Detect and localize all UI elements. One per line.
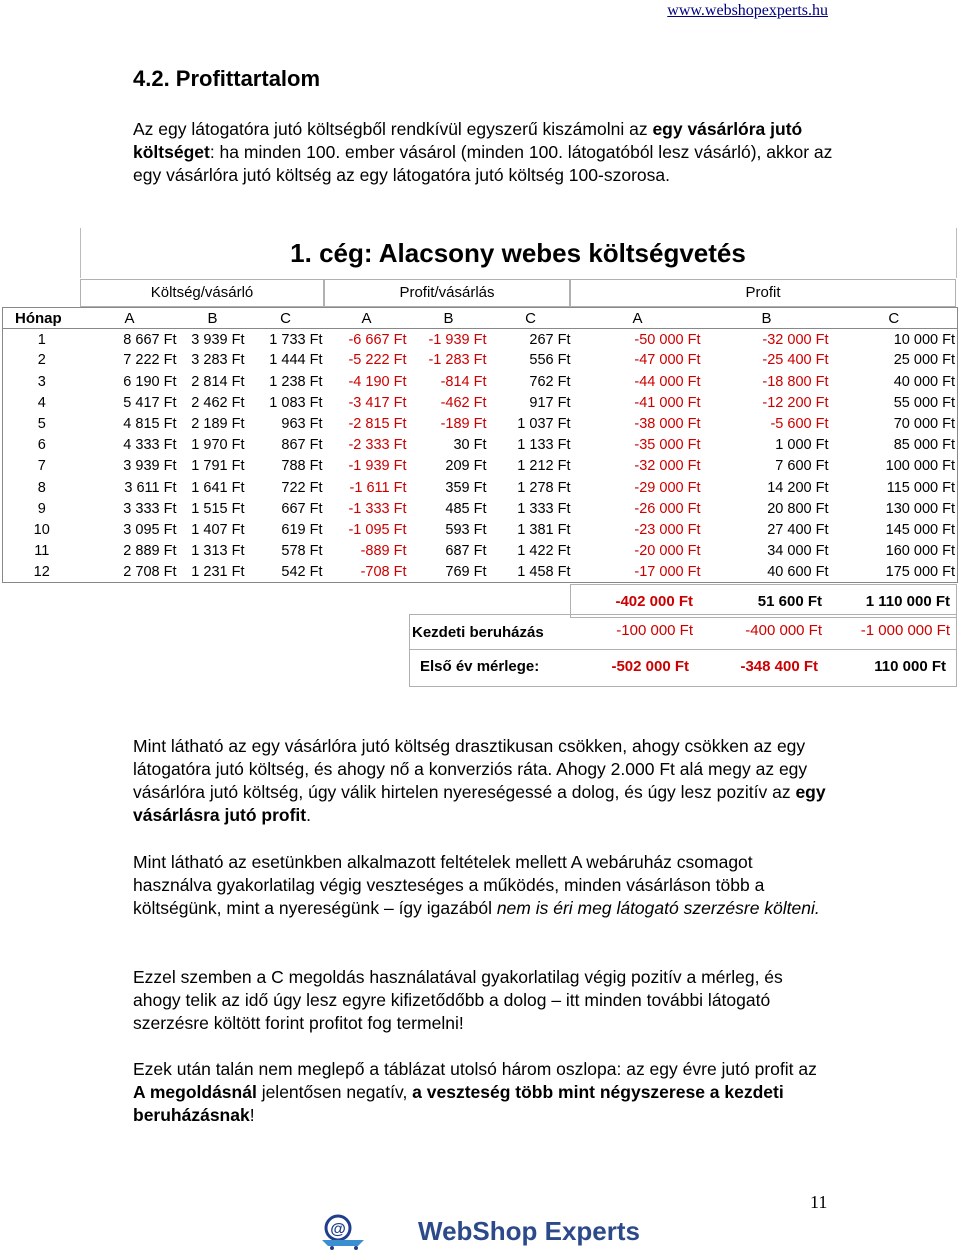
- value-cell: 578 Ft: [281, 543, 323, 560]
- column-header-a: A: [632, 309, 643, 327]
- value-cell: -6 667 Ft: [348, 331, 407, 348]
- balance-a: -502 000 Ft: [611, 658, 689, 675]
- value-cell: 7 600 Ft: [775, 458, 829, 475]
- p3-italic: nem is éri meg látogató szerzésre költeni.: [496, 898, 820, 918]
- p2-text-2: .: [306, 805, 311, 825]
- value-cell: 1 970 Ft: [191, 437, 245, 454]
- table-frame-right: [956, 228, 957, 278]
- intro-bold: egy vásárlóra jutó költséget: [133, 119, 803, 162]
- value-cell: 5 417 Ft: [123, 394, 177, 411]
- p5-text-1: Ezek után talán nem meglepő a táblázat utolsó három oszlopa: az egy évre jutó profit az: [133, 1059, 817, 1079]
- table-row: [3, 413, 958, 434]
- month-cell: 8: [3, 477, 81, 498]
- value-cell: 3 611 Ft: [124, 479, 177, 496]
- group-header-cost: Költség/vásárló: [80, 279, 324, 307]
- value-cell: 2 189 Ft: [191, 416, 245, 433]
- month-cell: 5: [3, 413, 81, 434]
- balance-b: -348 400 Ft: [740, 658, 818, 675]
- value-cell: 788 Ft: [281, 458, 323, 475]
- value-cell: 963 Ft: [281, 416, 323, 433]
- value-cell: 1 515 Ft: [191, 500, 245, 517]
- value-cell: 115 000 Ft: [831, 477, 958, 498]
- value-cell: -2 333 Ft: [348, 437, 407, 454]
- table-row: [3, 477, 958, 498]
- table-row: [3, 519, 958, 540]
- value-cell: 8 667 Ft: [123, 331, 177, 348]
- value-cell: 593 Ft: [445, 521, 487, 538]
- value-cell: 267 Ft: [529, 331, 571, 348]
- column-header-b: B: [207, 309, 218, 327]
- value-cell: -2 815 Ft: [348, 416, 407, 433]
- value-cell: 10 000 Ft: [831, 329, 958, 350]
- value-cell: 3 939 Ft: [123, 458, 177, 475]
- column-header-a: A: [124, 309, 135, 327]
- table-body: [3, 329, 958, 583]
- value-cell: 722 Ft: [281, 479, 323, 496]
- value-cell: 1 278 Ft: [517, 479, 571, 496]
- value-cell: -1 333 Ft: [348, 500, 407, 517]
- value-cell: -47 000 Ft: [634, 352, 701, 369]
- value-cell: 40 000 Ft: [831, 371, 958, 392]
- p5-bold-2: a veszteség több mint négyszerese a kezdeti beruházásnak: [133, 1082, 784, 1125]
- value-cell: -814 Ft: [440, 373, 487, 390]
- investment-a: -100 000 Ft: [616, 622, 693, 639]
- month-cell: 4: [3, 392, 81, 413]
- value-cell: 1 381 Ft: [517, 521, 571, 538]
- value-cell: 1 791 Ft: [191, 458, 245, 475]
- total-a: -402 000 Ft: [615, 593, 693, 610]
- value-cell: -12 200 Ft: [762, 394, 829, 411]
- paragraph-5: [133, 1058, 833, 1127]
- value-cell: 145 000 Ft: [831, 519, 958, 540]
- value-cell: 485 Ft: [445, 500, 487, 517]
- investment-label: Kezdeti beruházás: [412, 624, 544, 641]
- table-row: [3, 498, 958, 519]
- p2-bold: egy vásárlásra jutó profit: [133, 782, 826, 825]
- value-cell: 1 458 Ft: [489, 562, 573, 583]
- value-cell: -35 000 Ft: [634, 437, 701, 454]
- value-cell: 542 Ft: [247, 562, 325, 583]
- total-b: 51 600 Ft: [757, 593, 822, 610]
- value-cell: 85 000 Ft: [831, 435, 958, 456]
- group-header-profit: Profit: [570, 279, 956, 307]
- column-header-b: B: [443, 309, 454, 327]
- table-row: [3, 329, 958, 350]
- value-cell: 1 313 Ft: [191, 543, 245, 560]
- month-cell: 6: [3, 435, 81, 456]
- value-cell: -5 222 Ft: [348, 352, 407, 369]
- value-cell: 1 133 Ft: [517, 437, 571, 454]
- paragraph-2: [133, 735, 833, 827]
- month-cell: 11: [3, 541, 81, 562]
- value-cell: -17 000 Ft: [573, 562, 703, 583]
- value-cell: -1 283 Ft: [428, 352, 487, 369]
- value-cell: -20 000 Ft: [634, 543, 701, 560]
- value-cell: -26 000 Ft: [634, 500, 701, 517]
- value-cell: 55 000 Ft: [831, 392, 958, 413]
- value-cell: -889 Ft: [360, 543, 407, 560]
- logo-text: WebShop Experts: [418, 1216, 641, 1246]
- month-cell: 2: [3, 350, 81, 371]
- value-cell: 1 083 Ft: [269, 394, 323, 411]
- header-website-link[interactable]: www.webshopexperts.hu: [667, 2, 828, 19]
- value-cell: 4 333 Ft: [123, 437, 177, 454]
- value-cell: 40 600 Ft: [703, 562, 831, 583]
- p3-text-1: Mint látható az esetünkben alkalmazott feltételek mellett A webáruház csomagot használva gyakorlatilag végig veszteséges a működés, minden vásárláson több a költségünk, mint a nyereségünk – így igazából: [133, 852, 765, 918]
- value-cell: -50 000 Ft: [634, 331, 701, 348]
- value-cell: -23 000 Ft: [634, 521, 701, 538]
- total-c: 1 110 000 Ft: [865, 593, 950, 610]
- column-header-c: C: [525, 309, 536, 327]
- value-cell: 100 000 Ft: [831, 456, 958, 477]
- intro-text-2: : ha minden 100. ember vásárol (minden 100. látogatóból lesz vásárló), akkor az egy vásárlóra jutó költség az egy látogatóra jutó költség 100-szorosa.: [133, 142, 833, 185]
- month-cell: 9: [3, 498, 81, 519]
- value-cell: 1 422 Ft: [517, 543, 571, 560]
- month-cell: 3: [3, 371, 81, 392]
- value-cell: 1 000 Ft: [775, 437, 829, 454]
- value-cell: 34 000 Ft: [767, 543, 829, 560]
- value-cell: 3 939 Ft: [191, 331, 245, 348]
- value-cell: 667 Ft: [281, 500, 323, 517]
- value-cell: 556 Ft: [529, 352, 571, 369]
- value-cell: 3 333 Ft: [123, 500, 177, 517]
- value-cell: 70 000 Ft: [831, 413, 958, 434]
- value-cell: 3 283 Ft: [191, 352, 245, 369]
- month-cell: 12: [3, 562, 81, 583]
- month-cell: 10: [3, 519, 81, 540]
- value-cell: 1 238 Ft: [269, 373, 323, 390]
- webshop-experts-logo: [318, 1210, 658, 1250]
- column-header-c: C: [831, 308, 958, 329]
- cart-at-icon: [322, 1216, 364, 1250]
- table-row: [3, 350, 958, 371]
- value-cell: 2 889 Ft: [123, 543, 177, 560]
- value-cell: 1 333 Ft: [517, 500, 571, 517]
- value-cell: 6 190 Ft: [123, 373, 177, 390]
- value-cell: 2 708 Ft: [81, 562, 179, 583]
- value-cell: 25 000 Ft: [831, 350, 958, 371]
- value-cell: 359 Ft: [445, 479, 487, 496]
- value-cell: 1 641 Ft: [191, 479, 245, 496]
- value-cell: -1 939 Ft: [428, 331, 487, 348]
- value-cell: -32 000 Ft: [762, 331, 829, 348]
- paragraph-3: [133, 851, 833, 920]
- table-row: [3, 371, 958, 392]
- value-cell: 1 037 Ft: [517, 416, 571, 433]
- value-cell: 917 Ft: [529, 394, 571, 411]
- svg-text:@: @: [330, 1221, 346, 1238]
- balance-label: Első év mérlege:: [420, 658, 540, 675]
- value-cell: -4 190 Ft: [348, 373, 407, 390]
- value-cell: 762 Ft: [529, 373, 571, 390]
- value-cell: -3 417 Ft: [348, 394, 407, 411]
- value-cell: 7 222 Ft: [123, 352, 177, 369]
- table-row: [3, 435, 958, 456]
- column-header-row: [3, 308, 958, 329]
- value-cell: 769 Ft: [409, 562, 489, 583]
- table-title: 1. cég: Alacsony webes költségvetés: [290, 238, 746, 268]
- value-cell: 30 Ft: [453, 437, 487, 454]
- paragraph-4: [133, 966, 833, 1035]
- table-row: [3, 392, 958, 413]
- value-cell: -38 000 Ft: [634, 416, 701, 433]
- value-cell: 1 444 Ft: [269, 352, 323, 369]
- value-cell: 1 212 Ft: [517, 458, 571, 475]
- p5-text-3: !: [249, 1105, 255, 1125]
- value-cell: 209 Ft: [445, 458, 487, 475]
- group-header-profit-per-purchase: Profit/vásárlás: [324, 279, 570, 307]
- month-cell: 1: [3, 329, 81, 350]
- value-cell: 2 462 Ft: [191, 394, 245, 411]
- value-cell: 1 407 Ft: [191, 521, 245, 538]
- value-cell: 687 Ft: [445, 543, 487, 560]
- value-cell: 160 000 Ft: [831, 541, 958, 562]
- column-header-month: Hónap: [3, 308, 81, 329]
- value-cell: -44 000 Ft: [634, 373, 701, 390]
- value-cell: 14 200 Ft: [767, 479, 829, 496]
- value-cell: 619 Ft: [281, 521, 323, 538]
- value-cell: -25 400 Ft: [762, 352, 829, 369]
- intro-text-1: Az egy látogatóra jutó költségből rendkívül egyszerű kiszámolni az: [133, 119, 653, 139]
- value-cell: 27 400 Ft: [767, 521, 829, 538]
- value-cell: 20 800 Ft: [767, 500, 829, 517]
- value-cell: 4 815 Ft: [123, 416, 177, 433]
- p5-text-2: jelentősen negatív,: [256, 1082, 413, 1102]
- column-header-b: B: [761, 309, 772, 327]
- value-cell: -5 600 Ft: [770, 416, 829, 433]
- section-title: 4.2. Profittartalom: [133, 66, 321, 91]
- value-cell: -1 939 Ft: [348, 458, 407, 475]
- value-cell: 130 000 Ft: [831, 498, 958, 519]
- page-number: 11: [810, 1192, 828, 1212]
- value-cell: -18 800 Ft: [762, 373, 829, 390]
- investment-c: -1 000 000 Ft: [860, 622, 950, 639]
- balance-c: 110 000 Ft: [874, 658, 946, 675]
- p5-bold-1: A megoldásnál: [133, 1082, 257, 1102]
- value-cell: 1 231 Ft: [179, 562, 247, 583]
- column-header-c: C: [280, 309, 291, 327]
- value-cell: -1 095 Ft: [348, 521, 407, 538]
- value-cell: -1 611 Ft: [349, 479, 407, 496]
- value-cell: -32 000 Ft: [634, 458, 701, 475]
- value-cell: -708 Ft: [325, 562, 409, 583]
- investment-b: -400 000 Ft: [745, 622, 822, 639]
- value-cell: -189 Ft: [440, 416, 487, 433]
- table-row: [3, 562, 958, 583]
- p4-text-1: Ezzel szemben a C megoldás használatával gyakorlatilag végig pozitív a mérleg, és ahogy telik az idő úgy lesz egyre kifizetődőbb a dolog – itt minden további látogató szerzésre költött forint profitot fog termelni!: [133, 967, 783, 1033]
- intro-paragraph: [133, 118, 833, 187]
- column-header-a: A: [361, 309, 372, 327]
- value-cell: -29 000 Ft: [634, 479, 701, 496]
- value-cell: 3 095 Ft: [123, 521, 177, 538]
- data-table: [2, 307, 958, 583]
- value-cell: 2 814 Ft: [191, 373, 245, 390]
- value-cell: 867 Ft: [281, 437, 323, 454]
- p2-text-1: Mint látható az egy vásárlóra jutó költség drasztikusan csökken, ahogy csökken az egy látogatóra jutó költség, és ahogy nő a konverziós ráta. Ahogy 2.000 Ft alá megy az egy vásárlóra jutó költség, úgy válik hirtelen nyereségessé a dolog, és úgy lesz pozitív az: [133, 736, 808, 802]
- value-cell: 1 733 Ft: [269, 331, 323, 348]
- value-cell: -462 Ft: [440, 394, 487, 411]
- month-cell: 7: [3, 456, 81, 477]
- value-cell: 175 000 Ft: [831, 562, 958, 583]
- table-row: [3, 456, 958, 477]
- value-cell: -41 000 Ft: [634, 394, 701, 411]
- table-row: [3, 541, 958, 562]
